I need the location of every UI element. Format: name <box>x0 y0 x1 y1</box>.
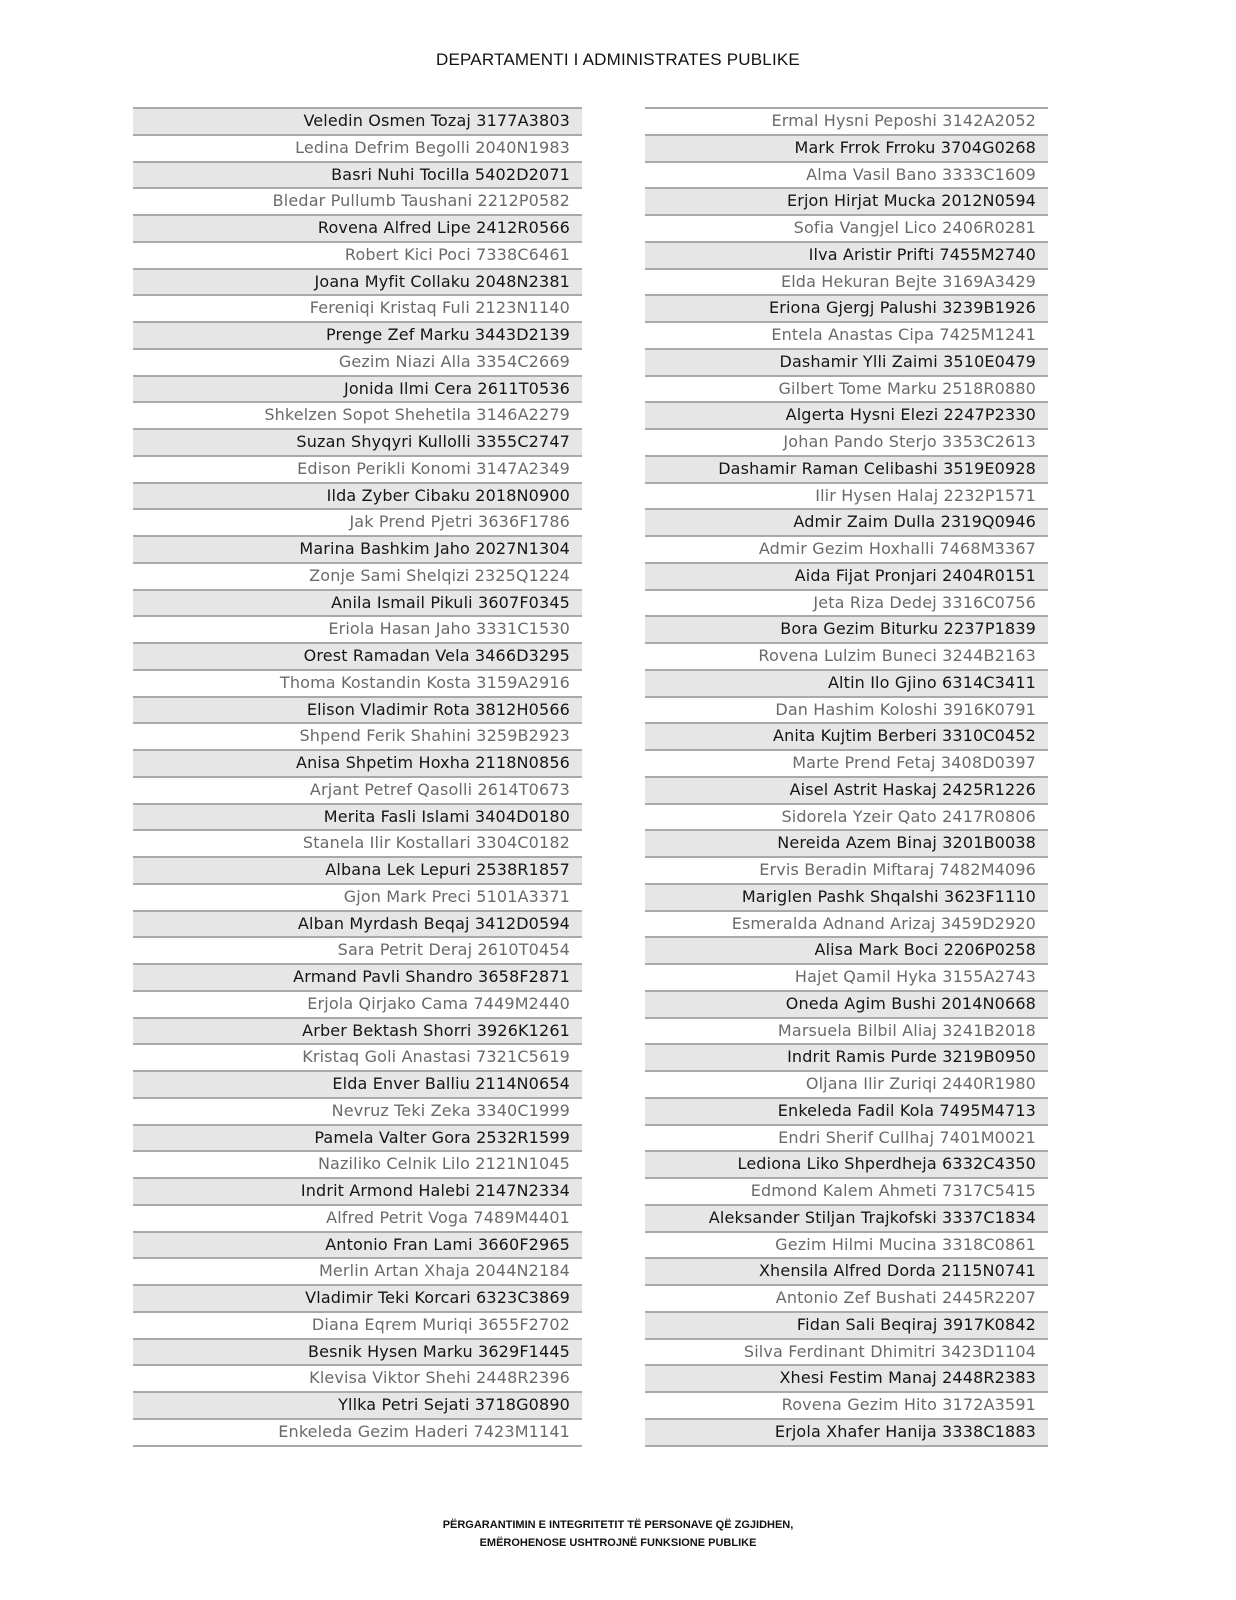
list-item: Aisel Astrit Haskaj 2425R1226 <box>645 776 1048 803</box>
list-item: Antonio Fran Lami 3660F2965 <box>133 1231 582 1258</box>
list-item: Shkelzen Sopot Shehetila 3146A2279 <box>133 401 582 428</box>
list-item: Vladimir Teki Korcari 6323C3869 <box>133 1284 582 1311</box>
list-item: Hajet Qamil Hyka 3155A2743 <box>645 963 1048 990</box>
list-item: Fidan Sali Beqiraj 3917K0842 <box>645 1311 1048 1338</box>
list-item: Naziliko Celnik Lilo 2121N1045 <box>133 1150 582 1177</box>
list-item: Jak Prend Pjetri 3636F1786 <box>133 508 582 535</box>
list-item: Veledin Osmen Tozaj 3177A3803 <box>133 107 582 134</box>
list-item: Zonje Sami Shelqizi 2325Q1224 <box>133 562 582 589</box>
list-item: Elda Hekuran Bejte 3169A3429 <box>645 268 1048 295</box>
list-item: Alfred Petrit Voga 7489M4401 <box>133 1204 582 1231</box>
list-item: Jeta Riza Dedej 3316C0756 <box>645 589 1048 616</box>
page-title: DEPARTAMENTI I ADMINISTRATES PUBLIKE <box>436 50 800 69</box>
list-item: Merita Fasli Islami 3404D0180 <box>133 803 582 830</box>
list-item: Xhensila Alfred Dorda 2115N0741 <box>645 1257 1048 1284</box>
list-item: Ermal Hysni Peposhi 3142A2052 <box>645 107 1048 134</box>
left-name-list <box>133 107 582 1447</box>
list-item: Enkeleda Gezim Haderi 7423M1141 <box>133 1418 582 1445</box>
list-bottom-rule <box>645 1445 1048 1447</box>
list-item: Jonida Ilmi Cera 2611T0536 <box>133 375 582 402</box>
list-item: Esmeralda Adnand Arizaj 3459D2920 <box>645 910 1048 937</box>
list-item: Kristaq Goli Anastasi 7321C5619 <box>133 1043 582 1070</box>
list-item: Silva Ferdinant Dhimitri 3423D1104 <box>645 1338 1048 1365</box>
list-item: Sara Petrit Deraj 2610T0454 <box>133 936 582 963</box>
footer-line-2: EMËROHENOSE USHTROJNË FUNKSIONE PUBLIKE <box>479 1537 757 1549</box>
list-item: Admir Zaim Dulla 2319Q0946 <box>645 508 1048 535</box>
list-item: Mariglen Pashk Shqalshi 3623F1110 <box>645 883 1048 910</box>
list-item: Oljana Ilir Zuriqi 2440R1980 <box>645 1070 1048 1097</box>
list-item: Ervis Beradin Miftaraj 7482M4096 <box>645 856 1048 883</box>
list-item: Nereida Azem Binaj 3201B0038 <box>645 829 1048 856</box>
list-item: Alma Vasil Bano 3333C1609 <box>645 161 1048 188</box>
list-item: Gilbert Tome Marku 2518R0880 <box>645 375 1048 402</box>
list-item: Eriona Gjergj Palushi 3239B1926 <box>645 294 1048 321</box>
list-item: Ilda Zyber Cibaku 2018N0900 <box>133 482 582 509</box>
list-item: Elda Enver Balliu 2114N0654 <box>133 1070 582 1097</box>
list-item: Stanela Ilir Kostallari 3304C0182 <box>133 829 582 856</box>
list-item: Robert Kici Poci 7338C6461 <box>133 241 582 268</box>
list-item: Erjola Xhafer Hanija 3338C1883 <box>645 1418 1048 1445</box>
list-bottom-rule <box>133 1445 582 1447</box>
list-item: Lediona Liko Shperdheja 6332C4350 <box>645 1150 1048 1177</box>
list-item: Thoma Kostandin Kosta 3159A2916 <box>133 669 582 696</box>
list-item: Pamela Valter Gora 2532R1599 <box>133 1124 582 1151</box>
list-item: Sidorela Yzeir Qato 2417R0806 <box>645 803 1048 830</box>
list-item: Indrit Ramis Purde 3219B0950 <box>645 1043 1048 1070</box>
list-item: Aleksander Stiljan Trajkofski 3337C1834 <box>645 1204 1048 1231</box>
list-item: Rovena Gezim Hito 3172A3591 <box>645 1391 1048 1418</box>
list-item: Indrit Armond Halebi 2147N2334 <box>133 1177 582 1204</box>
list-item: Algerta Hysni Elezi 2247P2330 <box>645 401 1048 428</box>
list-item: Antonio Zef Bushati 2445R2207 <box>645 1284 1048 1311</box>
list-item: Dan Hashim Koloshi 3916K0791 <box>645 696 1048 723</box>
list-item: Suzan Shyqyri Kullolli 3355C2747 <box>133 428 582 455</box>
list-item: Rovena Alfred Lipe 2412R0566 <box>133 214 582 241</box>
list-item: Klevisa Viktor Shehi 2448R2396 <box>133 1364 582 1391</box>
list-item: Arber Bektash Shorri 3926K1261 <box>133 1017 582 1044</box>
footer-line-1: PËRGARANTIMIN E INTEGRITETIT TË PERSONAVE QË ZGJIDHEN, <box>442 1519 794 1531</box>
list-item: Joana Myfit Collaku 2048N2381 <box>133 268 582 295</box>
list-item: Johan Pando Sterjo 3353C2613 <box>645 428 1048 455</box>
list-item: Ilir Hysen Halaj 2232P1571 <box>645 482 1048 509</box>
list-item: Xhesi Festim Manaj 2448R2383 <box>645 1364 1048 1391</box>
list-item: Erjola Qirjako Cama 7449M2440 <box>133 990 582 1017</box>
list-item: Elison Vladimir Rota 3812H0566 <box>133 696 582 723</box>
list-item: Marina Bashkim Jaho 2027N1304 <box>133 535 582 562</box>
list-item: Bora Gezim Biturku 2237P1839 <box>645 615 1048 642</box>
list-item: Erjon Hirjat Mucka 2012N0594 <box>645 187 1048 214</box>
list-item: Ledina Defrim Begolli 2040N1983 <box>133 134 582 161</box>
list-item: Oneda Agim Bushi 2014N0668 <box>645 990 1048 1017</box>
list-item: Anita Kujtim Berberi 3310C0452 <box>645 722 1048 749</box>
list-item: Orest Ramadan Vela 3466D3295 <box>133 642 582 669</box>
list-item: Bledar Pullumb Taushani 2212P0582 <box>133 187 582 214</box>
list-item: Alban Myrdash Beqaj 3412D0594 <box>133 910 582 937</box>
list-item: Gezim Hilmi Mucina 3318C0861 <box>645 1231 1048 1258</box>
list-item: Endri Sherif Cullhaj 7401M0021 <box>645 1124 1048 1151</box>
right-name-list <box>645 107 1048 1447</box>
list-item: Rovena Lulzim Buneci 3244B2163 <box>645 642 1048 669</box>
list-item: Yllka Petri Sejati 3718G0890 <box>133 1391 582 1418</box>
list-item: Edison Perikli Konomi 3147A2349 <box>133 455 582 482</box>
list-item: Ilva Aristir Prifti 7455M2740 <box>645 241 1048 268</box>
list-item: Gezim Niazi Alla 3354C2669 <box>133 348 582 375</box>
list-item: Sofia Vangjel Lico 2406R0281 <box>645 214 1048 241</box>
page-footer <box>0 1516 1236 1552</box>
list-item: Prenge Zef Marku 3443D2139 <box>133 321 582 348</box>
list-item: Diana Eqrem Muriqi 3655F2702 <box>133 1311 582 1338</box>
list-item: Albana Lek Lepuri 2538R1857 <box>133 856 582 883</box>
list-item: Dashamir Ylli Zaimi 3510E0479 <box>645 348 1048 375</box>
list-item: Mark Frrok Frroku 3704G0268 <box>645 134 1048 161</box>
list-item: Basri Nuhi Tocilla 5402D2071 <box>133 161 582 188</box>
list-item: Enkeleda Fadil Kola 7495M4713 <box>645 1097 1048 1124</box>
list-item: Besnik Hysen Marku 3629F1445 <box>133 1338 582 1365</box>
list-item: Fereniqi Kristaq Fuli 2123N1140 <box>133 294 582 321</box>
list-item: Marte Prend Fetaj 3408D0397 <box>645 749 1048 776</box>
list-item: Dashamir Raman Celibashi 3519E0928 <box>645 455 1048 482</box>
list-item: Anisa Shpetim Hoxha 2118N0856 <box>133 749 582 776</box>
list-item: Nevruz Teki Zeka 3340C1999 <box>133 1097 582 1124</box>
list-item: Merlin Artan Xhaja 2044N2184 <box>133 1257 582 1284</box>
list-item: Admir Gezim Hoxhalli 7468M3367 <box>645 535 1048 562</box>
list-item: Anila Ismail Pikuli 3607F0345 <box>133 589 582 616</box>
list-item: Armand Pavli Shandro 3658F2871 <box>133 963 582 990</box>
list-item: Marsuela Bilbil Aliaj 3241B2018 <box>645 1017 1048 1044</box>
list-item: Eriola Hasan Jaho 3331C1530 <box>133 615 582 642</box>
list-item: Shpend Ferik Shahini 3259B2923 <box>133 722 582 749</box>
list-item: Alisa Mark Boci 2206P0258 <box>645 936 1048 963</box>
list-item: Aida Fijat Pronjari 2404R0151 <box>645 562 1048 589</box>
list-item: Gjon Mark Preci 5101A3371 <box>133 883 582 910</box>
list-item: Edmond Kalem Ahmeti 7317C5415 <box>645 1177 1048 1204</box>
list-item: Entela Anastas Cipa 7425M1241 <box>645 321 1048 348</box>
list-item: Altin Ilo Gjino 6314C3411 <box>645 669 1048 696</box>
list-item: Arjant Petref Qasolli 2614T0673 <box>133 776 582 803</box>
